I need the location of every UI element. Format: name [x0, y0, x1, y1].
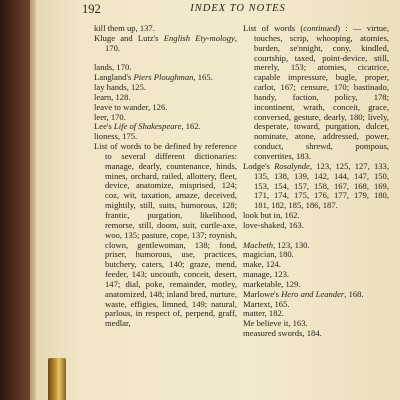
entry-text: leave to wander, 126.	[94, 101, 168, 112]
index-entry	[94, 142, 237, 329]
book-page	[36, 0, 400, 400]
entry-title-italic: Life of Shakespeare	[113, 121, 182, 132]
entry-text: , 162.	[181, 121, 201, 132]
entry-text: Langland's	[94, 72, 134, 83]
entry-text: love-shaked, 163.	[243, 219, 304, 230]
entry-text: Lodge's	[243, 160, 275, 171]
entry-text: lands, 170.	[94, 62, 132, 73]
entry-text: look but in, 162.	[243, 210, 300, 221]
index-entry	[243, 329, 389, 339]
entry-text: Kluge and Lutz's	[94, 32, 164, 43]
index-entry	[243, 162, 389, 211]
entry-text: kill them up, 137.	[94, 23, 155, 33]
index-entry	[243, 24, 389, 162]
gold-bookmark-ribbon	[48, 358, 66, 400]
entry-text: , 123, 130.	[273, 239, 310, 250]
entry-title-italic: Macbeth	[243, 239, 274, 250]
index-column-left	[94, 24, 237, 329]
index-entry	[94, 34, 237, 54]
entry-text: leer, 170.	[94, 111, 126, 122]
entry-text: Lee's	[94, 121, 114, 132]
entry-title-italic: Rosalynde	[274, 160, 310, 171]
entry-text: List of words (	[243, 23, 304, 33]
entry-text: magician, 180.	[243, 249, 294, 260]
entry-title-italic: English Ety-mology	[163, 32, 235, 43]
index-column-right	[243, 24, 389, 339]
entry-text: , 165.	[193, 72, 213, 83]
entry-text: , 168.	[344, 288, 364, 299]
entry-title-italic: Piers Ploughman	[133, 72, 194, 83]
entry-text: lioness, 175.	[94, 131, 138, 142]
entry-text: manage, 123.	[243, 269, 290, 280]
entry-text: lay hands, 125.	[94, 82, 147, 93]
entry-text: make, 124.	[243, 259, 281, 270]
entry-text: , 170.	[105, 32, 237, 53]
entry-text: ) : — virtue, touches, scrip, whooping, atomies, burden, se'nnight, cony, kindled, courtship, taxed, point-device, still, merely, 153; atomies, cicatrice, capable impressure, bugle, proper, carlot, 167; censure, 170; bastinado, bandy, faction, policy, 178; incontinent, wrath, conceit, grace, conversed, gesture, dearly, 180; lively, desperate, toward, purgation, dulcet, nominate, atone, addressed, power, conduct, shrewd, pompous, convertites, 183.	[254, 23, 389, 161]
entry-text: measured swords, 184.	[243, 328, 322, 339]
running-head: INDEX TO NOTES	[190, 3, 286, 14]
index-entry	[243, 221, 389, 231]
entry-text: matter, 182.	[243, 308, 284, 319]
entry-text: learn, 128.	[94, 91, 131, 102]
entry-title-italic: Hero and Leander	[281, 288, 345, 299]
entry-text: marketable, 129.	[243, 278, 301, 289]
entry-title-italic: continued	[303, 23, 338, 33]
entry-text: Marlowe's	[243, 288, 282, 299]
entry-text: List of words to be defined by reference to several different dictionaries: manage, dearly, countenance, hinds, mines, orchard, railed, allottery, fleet, device, anatomize, misprised, 124; coz, wit, taxation, amaze, deceived, mightily, still, suits, humorous, 128; frantic, purgation, likelihood, remorse, still, doom, suit, curtle-axe, woo, 135; pasture, cope, 137; roynish, clown, gentlewoman, 138; fond, priser, humorous, use, practices, butchery, caters, 140; graze, mend, feeder, 143; uncouth, conceit, desert, 147; dial, poke, remainder, motley, anatomized, 148; inland bred, nurture, waste, effigies, limned, 149; natural, parlous, in respect of, perpend, graff, medlar,	[94, 141, 237, 329]
page-header	[82, 2, 394, 16]
page-number: 192	[82, 2, 101, 16]
entry-text: Me believe it, 163.	[243, 318, 308, 329]
entry-text: , 123, 125, 127, 133, 135, 138, 139, 142, 144, 147, 150, 153, 154, 157, 158, 167, 168, 169, 171, 174, 175, 176, 177, 179, 180, 181, 182, 185, 186, 187.	[254, 160, 389, 211]
entry-text: Martext, 165.	[243, 298, 290, 309]
